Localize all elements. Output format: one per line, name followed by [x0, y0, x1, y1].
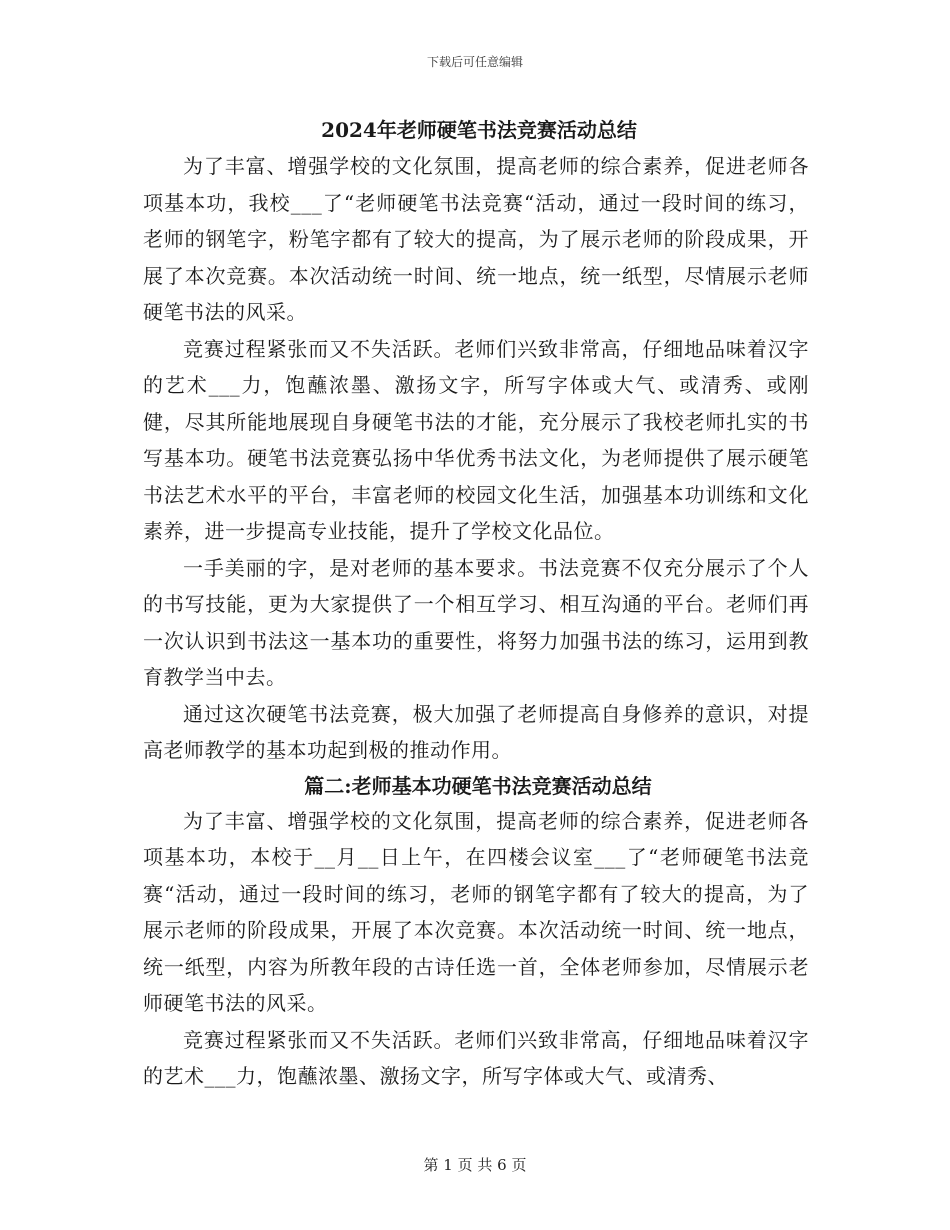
article-paragraph: 竞赛过程紧张而又不失活跃。老师们兴致非常高，仔细地品味着汉字的艺术___力，饱蘸浓墨、激扬文字，所写字体或大气、或清秀、或刚健，尽其所能地展现自身硬笔书法的才能，充分展示了我校老师扎实的书写基本功。硬笔书法竞赛弘扬中华优秀书法文化，为老师提供了展示硬笔书法艺术水平的平台，丰富老师的校园文化生活，加强基本功训练和文化素养，进一步提高专业技能，提升了学校文化品位。: [143, 336, 809, 543]
document-body: [143, 112, 809, 1095]
article-paragraph: 一手美丽的字，是对老师的基本要求。书法竞赛不仅充分展示了个人的书写技能，更为大家提供了一个相互学习、相互沟通的平台。老师们再一次认识到书法这一基本功的重要性，将努力加强书法的练习，运用到教育教学当中去。: [143, 555, 809, 689]
section-title: 篇二:老师基本功硬笔书法竞赛活动总结: [304, 773, 652, 798]
section-paragraph: 为了丰富、增强学校的文化氛围，提高老师的综合素养，促进老师各项基本功，本校于__月__日上午，在四楼会议室___了“老师硬笔书法竞赛“活动，通过一段时间的练习，老师的钢笔字都有了较大的提高，为了展示老师的阶段成果，开展了本次竞赛。本次活动统一时间、统一地点，统一纸型，内容为所教年段的古诗任选一首，全体老师参加，尽情展示老师硬笔书法的风采。: [143, 808, 809, 1015]
article-paragraph: 通过这次硬笔书法竞赛，极大加强了老师提高自身修养的意识，对提高老师教学的基本功起到极的推动作用。: [143, 701, 809, 762]
page-number: 第 1 页 共 6 页: [423, 1156, 527, 1174]
header-note: 下载后可任意编辑: [426, 55, 523, 69]
article-paragraph: 为了丰富、增强学校的文化氛围，提高老师的综合素养，促进老师各项基本功，我校___了“老师硬笔书法竞赛“活动，通过一段时间的练习，老师的钢笔字，粉笔字都有了较大的提高，为了展示老师的阶段成果，开展了本次竞赛。本次活动统一时间、统一地点，统一纸型，尽情展示老师硬笔书法的风采。: [143, 154, 809, 324]
article-title: 2024年老师硬笔书法竞赛活动总结: [321, 118, 637, 142]
section-paragraph: 竞赛过程紧张而又不失活跃。老师们兴致非常高，仔细地品味着汉字的艺术___力，饱蘸浓墨、激扬文字，所写字体或大气、或清秀、: [143, 1027, 809, 1088]
